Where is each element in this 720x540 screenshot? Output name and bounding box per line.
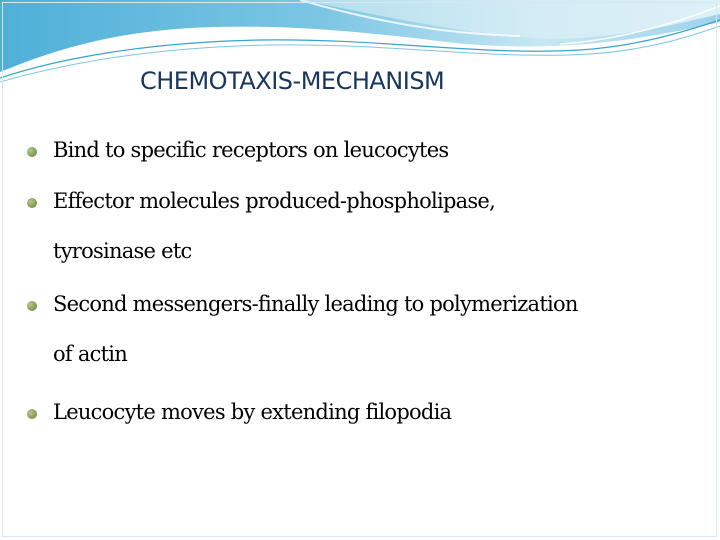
bullet-marker	[27, 409, 37, 419]
bullet-text-continuation: of actin	[53, 342, 128, 366]
bullet-text: Second messengers-finally leading to polymerization	[53, 292, 578, 316]
bullet-marker	[27, 198, 37, 208]
bullet-marker	[27, 301, 37, 311]
bullet-text: Bind to specific receptors on leucocytes	[53, 138, 449, 162]
bullet-text: Leucocyte moves by extending filopodia	[53, 400, 452, 424]
bullet-text-continuation: tyrosinase etc	[53, 239, 192, 263]
slide-title: CHEMOTAXIS-MECHANISM	[140, 67, 445, 95]
bullet-marker	[27, 147, 37, 157]
bullet-text: Effector molecules produced-phospholipase,	[53, 189, 496, 213]
